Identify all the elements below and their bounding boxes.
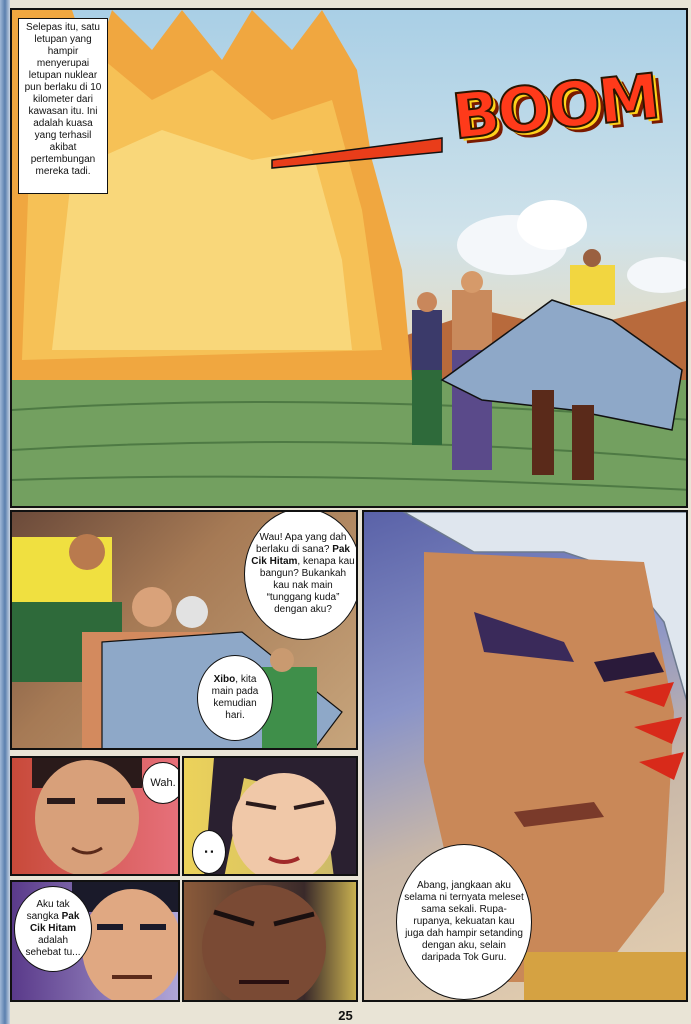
speech-bubble-reply: Xibo, kita main pada kemudian hari. xyxy=(197,655,273,741)
shadow-face-art xyxy=(184,882,358,1002)
page-spine xyxy=(0,0,10,1024)
panel-closeup xyxy=(362,510,688,1002)
boom-sound-effect: BOOM xyxy=(448,59,662,154)
speech-bubble-wah: Wah. xyxy=(142,762,180,804)
speech-bubble-ellipsis: : xyxy=(192,830,226,874)
page-number: 25 xyxy=(338,1008,353,1023)
narration-caption: Selepas itu, satu letupan yang hampir menyerupai letupan nuklear pun berlaku di 10 kilometer dari kawasan itu. Ini adalah kuasa yang terhasil akibat pertembungan mereka tadi. xyxy=(18,18,108,194)
panel-shadow-face xyxy=(182,880,358,1002)
panel-woman xyxy=(182,756,358,876)
panel-angry-man xyxy=(10,880,180,1002)
panel-explosion xyxy=(10,8,688,508)
panel-wah xyxy=(10,756,180,876)
speech-bubble-abang: Abang, jangkaan aku selama ni ternyata meleset sama sekali. Rupa-rupanya, kekuatan kau juga dah hampir setanding dengan aku, selain daripada Tok Guru. xyxy=(396,844,532,1000)
speech-bubble-pak-cik: Aku tak sangka Pak Cik Hitam adalah sehebat tu... xyxy=(14,886,92,972)
panel-group xyxy=(10,510,358,750)
speech-bubble-xibo-question: Wau! Apa yang dah berlaku di sana? Pak Cik Hitam, kenapa kau bangun? Bukankah kau nak main “tunggang kuda” dengan aku? xyxy=(244,510,358,640)
